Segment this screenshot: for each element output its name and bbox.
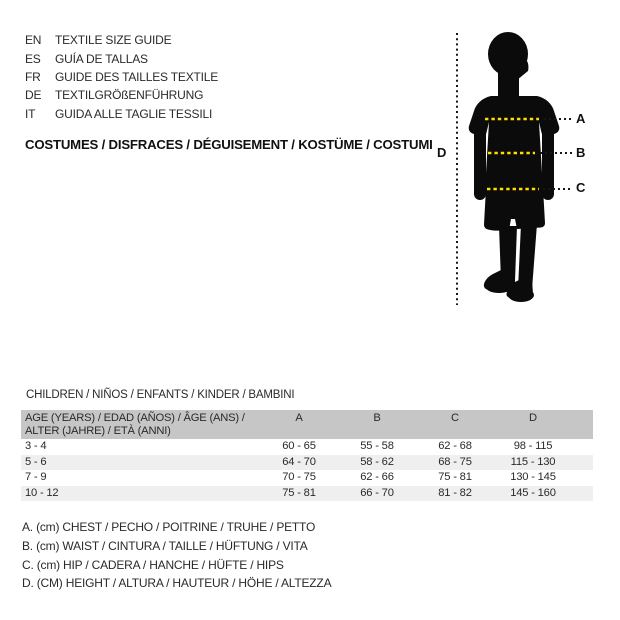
child-silhouette [469,32,560,302]
cell-c: 75 - 81 [438,471,472,483]
language-list [25,31,218,123]
language-code: FR [25,69,41,84]
language-code: DE [25,88,42,103]
language-row-de [25,86,218,104]
cell-a: 75 - 81 [282,486,316,499]
language-code: ES [25,51,41,66]
cell-c: 81 - 82 [438,486,472,499]
table-row [21,439,593,455]
measure-label-c: C [576,180,586,195]
language-label: GUIDE DES TAILLES TEXTILE [55,69,219,84]
measure-label-a: A [576,111,586,126]
age-header-line2: ALTER (JAHRE) / ETÀ (ANNI) [25,425,171,437]
column-header-a: A [295,412,303,424]
child-silhouette-figure [437,18,615,310]
age-header-line1: AGE (YEARS) / EDAD (AÑOS) / ÂGE (ANS) / [25,412,245,424]
cell-d: 130 - 145 [510,471,556,483]
cell-age: 7 - 9 [25,471,47,483]
legend-item-height: D. (CM) HEIGHT / ALTURA / HAUTEUR / HÖHE / ALTEZZA [22,576,332,591]
cell-d: 145 - 160 [510,486,556,499]
legend-item-chest: A. (cm) CHEST / PECHO / POITRINE / TRUHE / PETTO [22,520,316,534]
language-row-fr [25,68,218,86]
language-row-it [25,105,218,123]
table-section-title: CHILDREN / NIÑOS / ENFANTS / KINDER / BAMBINI [26,389,295,401]
measure-label-d: D [437,145,447,160]
cell-b: 66 - 70 [360,486,394,499]
language-row-en [25,31,218,49]
language-label: GUÍA DE TALLAS [55,51,148,66]
language-label: GUIDA ALLE TAGLIE TESSILI [55,106,213,121]
cell-d: 115 - 130 [510,455,556,468]
legend-item-waist: B. (cm) WAIST / CINTURA / TAILLE / HÜFTUNG / VITA [22,538,308,553]
cell-a: 70 - 75 [282,471,316,483]
table-row [21,486,593,502]
table-header-row [21,410,593,439]
cell-age: 5 - 6 [25,455,47,468]
cell-age: 10 - 12 [25,486,59,499]
measure-label-b: B [576,145,586,160]
measurement-legend [22,518,331,593]
language-code: IT [25,106,36,121]
table-row [21,470,593,486]
legend-item-hip: C. (cm) HIP / CADERA / HANCHE / HÜFTE / HIPS [22,557,284,572]
cell-c: 62 - 68 [438,440,472,452]
cell-c: 68 - 75 [438,455,472,468]
age-column-header [21,412,260,439]
cell-d: 98 - 115 [513,440,553,452]
column-header-c: C [451,412,459,424]
table-row [21,455,593,471]
language-code: EN [25,33,42,48]
language-label: TEXTILE SIZE GUIDE [55,33,172,48]
language-row-es [25,49,218,67]
column-header-b: B [373,412,381,424]
cell-b: 58 - 62 [360,455,394,468]
size-table [21,410,593,501]
category-title: COSTUMES / DISFRACES / DÉGUISEMENT / KOSTÜME / COSTUMI [25,137,433,152]
column-header-d: D [529,412,537,424]
cell-a: 64 - 70 [282,455,316,468]
cell-age: 3 - 4 [25,440,47,452]
cell-b: 55 - 58 [360,440,394,452]
cell-a: 60 - 65 [282,440,316,452]
cell-b: 62 - 66 [360,471,394,483]
language-label: TEXTILGRÖßENFÜHRUNG [55,88,204,103]
